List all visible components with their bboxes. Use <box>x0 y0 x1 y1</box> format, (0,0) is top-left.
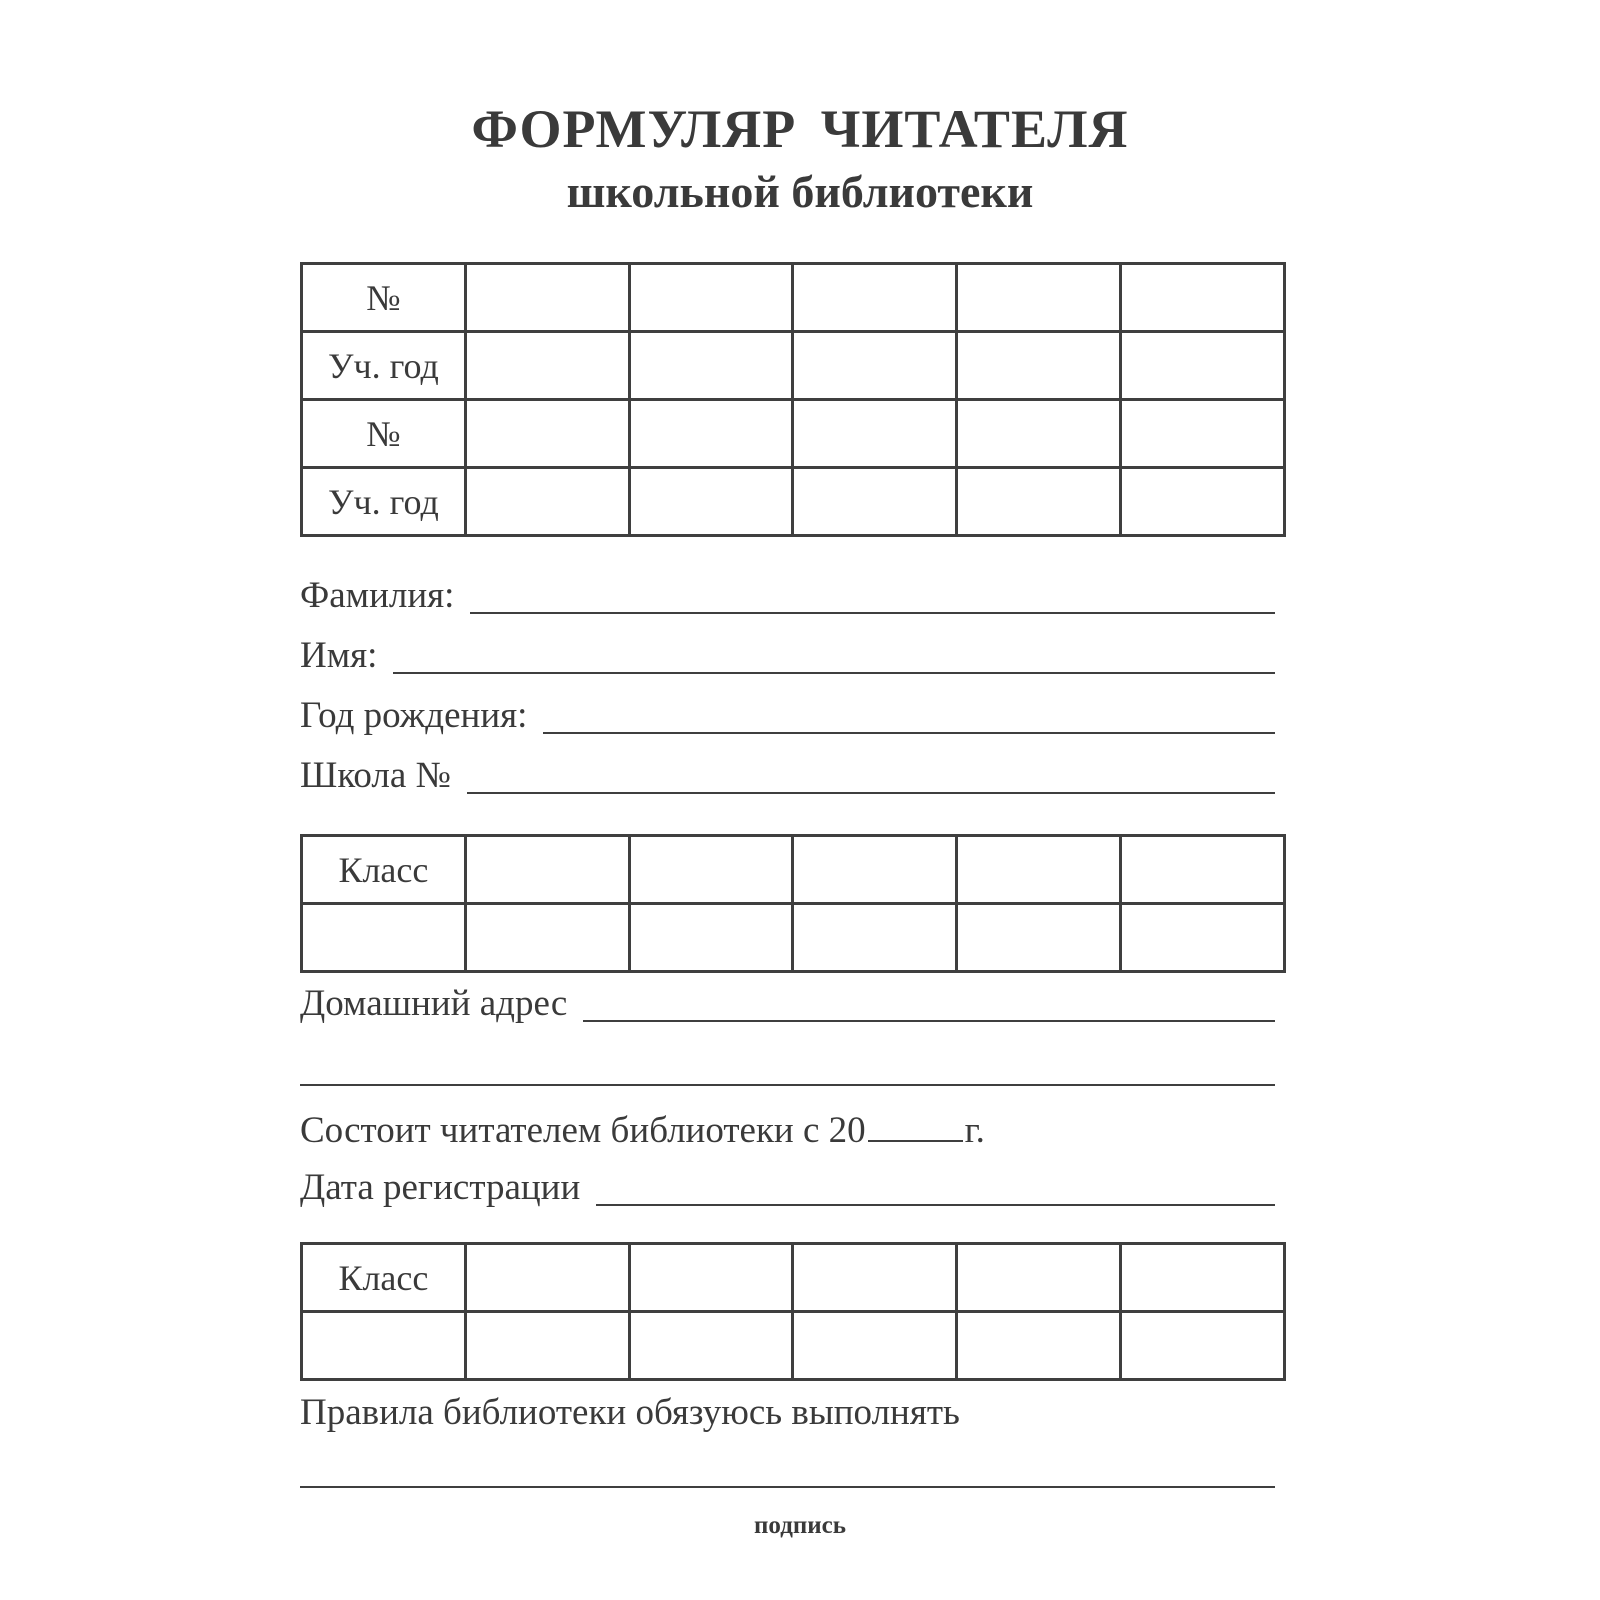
table-cell[interactable] <box>465 400 629 468</box>
table-cell[interactable] <box>793 1312 957 1380</box>
rules-statement: Правила библиотеки обязуюсь выполнять <box>300 1392 960 1433</box>
table-row <box>302 400 1285 468</box>
table-cell[interactable] <box>957 468 1121 536</box>
table-cell[interactable] <box>1121 400 1285 468</box>
table-cell[interactable] <box>793 1244 957 1312</box>
table-row <box>302 332 1285 400</box>
member-since-line <box>300 1112 985 1149</box>
table-cell[interactable] <box>465 1312 629 1380</box>
table-cell[interactable] <box>629 836 793 904</box>
row-label-school-year: Уч. год <box>302 332 466 400</box>
table-cell[interactable] <box>302 904 466 972</box>
name-label: Имя: <box>300 635 378 676</box>
home-address-second-line[interactable] <box>300 1084 1275 1086</box>
surname-label: Фамилия: <box>300 575 455 616</box>
class-table-first <box>300 834 1286 973</box>
registration-date-label: Дата регистрации <box>300 1167 581 1208</box>
member-since-prefix: Состоит читателем библиотеки с 20 <box>300 1110 866 1151</box>
table-cell[interactable] <box>957 332 1121 400</box>
school-field <box>300 748 1275 798</box>
member-since-suffix: г. <box>964 1110 985 1151</box>
table-cell[interactable] <box>1121 332 1285 400</box>
table-cell[interactable] <box>465 332 629 400</box>
table-cell[interactable] <box>629 264 793 332</box>
table-cell[interactable] <box>465 1244 629 1312</box>
table-cell[interactable] <box>465 904 629 972</box>
table-cell[interactable] <box>793 400 957 468</box>
home-address-input-line[interactable] <box>583 1019 1275 1022</box>
form-title: ФОРМУЛЯР ЧИТАТЕЛЯ <box>471 99 1129 159</box>
form-subtitle: школьной библиотеки <box>566 166 1034 217</box>
name-field <box>300 628 1275 678</box>
class-label: Класс <box>302 1244 466 1312</box>
registration-date-field <box>300 1160 1275 1210</box>
signature-line[interactable] <box>300 1486 1275 1488</box>
row-label-number: № <box>302 264 466 332</box>
signature-caption: подпись <box>754 1512 846 1539</box>
table-cell[interactable] <box>957 400 1121 468</box>
table-cell[interactable] <box>957 264 1121 332</box>
name-input-line[interactable] <box>393 671 1275 674</box>
home-address-label: Домашний адрес <box>300 983 568 1024</box>
class-table-second <box>300 1242 1286 1381</box>
table-cell[interactable] <box>629 904 793 972</box>
table-cell[interactable] <box>793 836 957 904</box>
table-cell[interactable] <box>302 1312 466 1380</box>
registration-date-input-line[interactable] <box>596 1203 1275 1206</box>
home-address-field <box>300 976 1275 1026</box>
table-row <box>302 1244 1285 1312</box>
table-cell[interactable] <box>957 904 1121 972</box>
table-row <box>302 904 1285 972</box>
table-cell[interactable] <box>1121 264 1285 332</box>
year-number-table <box>300 262 1286 537</box>
table-cell[interactable] <box>465 264 629 332</box>
birth-year-label: Год рождения: <box>300 695 528 736</box>
table-cell[interactable] <box>629 400 793 468</box>
birth-year-input-line[interactable] <box>543 731 1275 734</box>
birth-year-field <box>300 688 1275 738</box>
class-label: Класс <box>302 836 466 904</box>
table-cell[interactable] <box>465 836 629 904</box>
table-cell[interactable] <box>793 468 957 536</box>
surname-field <box>300 568 1275 618</box>
table-cell[interactable] <box>629 468 793 536</box>
table-cell[interactable] <box>957 836 1121 904</box>
table-cell[interactable] <box>957 1312 1121 1380</box>
table-cell[interactable] <box>957 1244 1121 1312</box>
table-cell[interactable] <box>629 1244 793 1312</box>
school-label: Школа № <box>300 755 451 796</box>
table-cell[interactable] <box>1121 1312 1285 1380</box>
member-since-year-input[interactable] <box>868 1139 963 1142</box>
table-cell[interactable] <box>1121 836 1285 904</box>
table-cell[interactable] <box>465 468 629 536</box>
table-cell[interactable] <box>1121 904 1285 972</box>
school-input-line[interactable] <box>467 791 1275 794</box>
table-row <box>302 264 1285 332</box>
table-cell[interactable] <box>1121 1244 1285 1312</box>
row-label-number: № <box>302 400 466 468</box>
table-cell[interactable] <box>793 904 957 972</box>
table-row <box>302 836 1285 904</box>
table-row <box>302 468 1285 536</box>
table-cell[interactable] <box>793 264 957 332</box>
surname-input-line[interactable] <box>470 611 1275 614</box>
table-cell[interactable] <box>629 332 793 400</box>
table-cell[interactable] <box>793 332 957 400</box>
row-label-school-year: Уч. год <box>302 468 466 536</box>
table-row <box>302 1312 1285 1380</box>
table-cell[interactable] <box>1121 468 1285 536</box>
table-cell[interactable] <box>629 1312 793 1380</box>
